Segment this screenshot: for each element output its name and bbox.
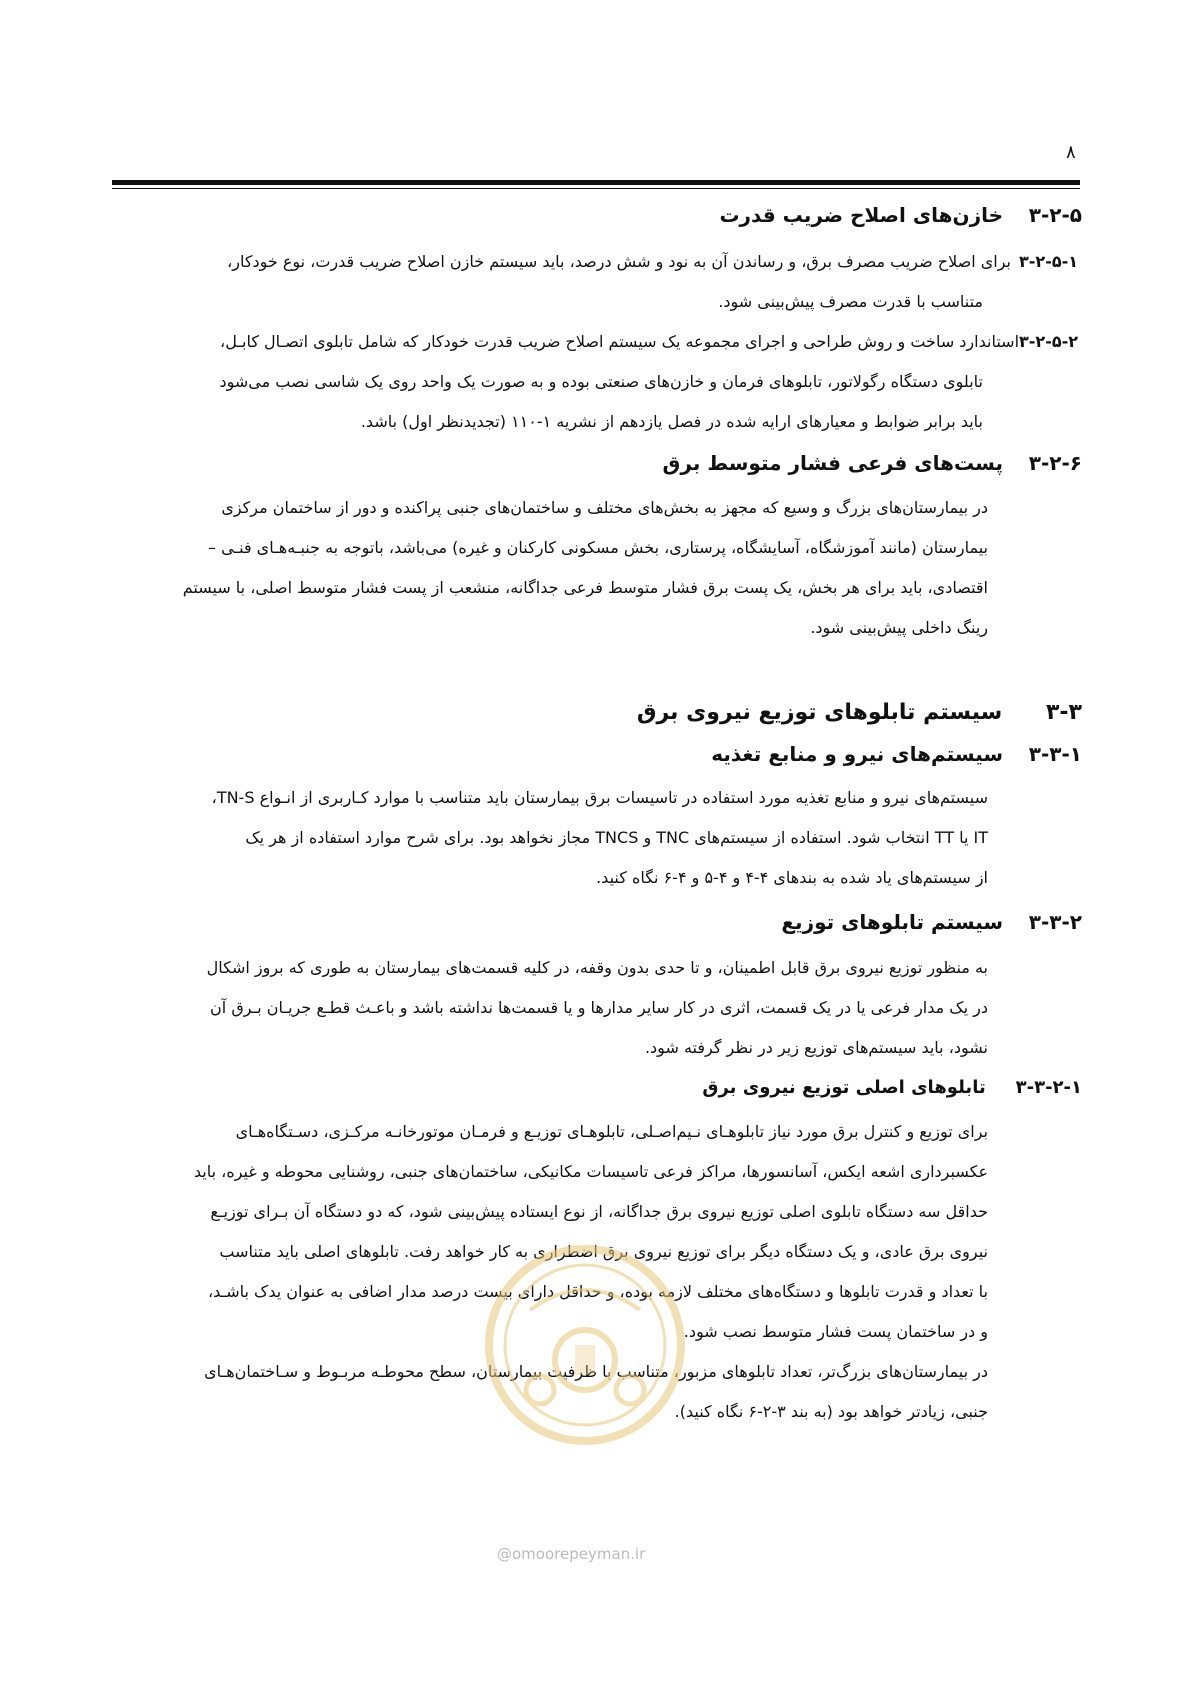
section-heading-3-3-2-1 bbox=[702, 1077, 1082, 1098]
section-number: ۳-۳ bbox=[1046, 700, 1082, 725]
page-number: ۸ bbox=[1066, 142, 1076, 163]
section-number: ۳-۳-۲ bbox=[1028, 910, 1082, 934]
section-number: ۳-۲-۶ bbox=[1028, 451, 1082, 475]
paragraph-line: و در ساختمان پست فشار متوسط نصب شود. bbox=[683, 1322, 988, 1341]
section-title: تابلوهای اصلی توزیع نیروی برق bbox=[702, 1077, 986, 1098]
section-heading-3-3 bbox=[637, 700, 1082, 725]
paragraph-line: رینگ داخلی پیش‌بینی شود. bbox=[810, 618, 988, 637]
section-heading-3-2-5 bbox=[719, 203, 1082, 227]
paragraph-3-2-5-1 bbox=[112, 242, 1078, 322]
paragraph-line: باید برابر ضوابط و معیارهای ارایه شده در فصل یازدهم از نشریه ۱-۱۱۰ (تجدیدنظر اول) باشد. bbox=[360, 412, 983, 431]
paragraph-line: با تعداد و قدرت تابلوها و دستگاه‌های مختلف لازمه بوده، و حداقل دارای بیست درصد مدار اضافی به عنوان یدک باشـد، bbox=[207, 1282, 988, 1301]
paragraph-line: عکسبرداری اشعه ایکس، آسانسورها، مراکز فرعی تاسیسات مکانیکی، ساختمان‌های جنبی، روشنایی محوطه و غیره، باید bbox=[193, 1162, 988, 1181]
section-title: سیستم تابلوهای توزیع نیروی برق bbox=[636, 700, 1003, 725]
paragraph-line: تابلوی دستگاه رگولاتور، تابلوهای فرمان و خازن‌های صنعتی بوده و به صورت یک واحد روی یک شاسی نصب می‌شود bbox=[219, 372, 983, 391]
paragraph-line: اقتصادی، باید برای هر بخش، یک پست برق فشار متوسط فرعی جداگانه، منشعب از پست فشار متوسط اصلی، با سیستم bbox=[182, 578, 988, 597]
section-number: ۳-۳-۲-۱ bbox=[1015, 1077, 1082, 1098]
section-number: ۳-۲-۵ bbox=[1028, 203, 1082, 227]
section-title: پست‌های فرعی فشار متوسط برق bbox=[662, 451, 1004, 475]
section-heading-3-3-2 bbox=[781, 910, 1082, 934]
paragraph-line: IT یا TT انتخاب شود. استفاده از سیستم‌های TNC و TNCS مجاز نخواهد بود. برای شرح موارد استفاده از هر یک bbox=[245, 828, 988, 847]
paragraph-line: در بیمارستان‌های بزرگ و وسیع که مجهز به بخش‌های مختلف و ساختمان‌های جنبی پراکنده و دور از ساختمان مرکزی bbox=[221, 498, 988, 517]
section-title: سیستم‌های نیرو و منابع تغذیه bbox=[711, 742, 1004, 766]
paragraph-line: در یک مدار فرعی یا در یک قسمت، اثری در کار سایر مدارها و یا قسمت‌ها نداشته باشد و باعـث قطـع جریـان بـرق آن bbox=[210, 998, 988, 1017]
header-rule-thick bbox=[112, 180, 1080, 185]
paragraph-line: جنبی، زیادتر خواهد بود (به بند ۳-۲-۶ نگاه کنید). bbox=[674, 1402, 988, 1421]
watermark-text: @omoorepeyman.ir bbox=[497, 1545, 646, 1563]
paragraph-3-2-5-2 bbox=[112, 322, 1078, 442]
watermark-seal-icon bbox=[480, 1240, 690, 1450]
paragraph-line: بیمارستان (مانند آموزشگاه، آسایشگاه، پرستاری، بخش مسکونی کارکنان و غیره) می‌باشد، باتوجه به جنبـه‌هـای فنـی – bbox=[208, 538, 988, 557]
clause-number: ۳-۲-۵-۲ bbox=[1019, 332, 1078, 351]
paragraph-3-3-1 bbox=[112, 778, 1078, 898]
section-title: سیستم تابلوهای توزیع bbox=[781, 910, 1004, 934]
section-number: ۳-۳-۱ bbox=[1028, 742, 1082, 766]
paragraph-line: نیروی برق عادی، و یک دستگاه دیگر برای توزیع نیروی برق اضطراری به کار خواهد رفت. تابلوهای اصلی باید متناسب bbox=[219, 1242, 988, 1261]
paragraph-line: به منظور توزیع نیروی برق قابل اطمینان، و تا حدی بدون وقفه، در کلیه قسمت‌های بیمارستان به طوری که بروز اشکال bbox=[206, 958, 988, 977]
section-heading-3-2-6 bbox=[663, 451, 1082, 475]
paragraph-line: متناسب با قدرت مصرف پیش‌بینی شود. bbox=[718, 292, 983, 311]
paragraph-3-3-2 bbox=[112, 948, 1078, 1068]
section-heading-3-3-1 bbox=[711, 742, 1082, 766]
paragraph-line: ۳-۲-۵-۲استاندارد ساخت و روش طراحی و اجرای مجموعه یک سیستم اصلاح ضریب قدرت خودکار که شامل تابلوی اتصـال کابـل، bbox=[220, 332, 1078, 351]
paragraph-line: ۳-۲-۵-۱برای اصلاح ضریب مصرف برق، و رساندن آن به نود و شش درصد، باید سیستم خازن اصلاح ضریب قدرت، نوع خودکار، bbox=[227, 252, 1078, 271]
paragraph-line: برای توزیع و کنترل برق مورد نیاز تابلوهـای نـیم‌اصـلی، تابلوهـای توزیـع و فرمـان موتورخانـه مرکـزی، دسـتگاه‌هـای bbox=[235, 1122, 988, 1141]
paragraph-line: حداقل سه دستگاه تابلوی اصلی توزیع نیروی برق جداگانه، از نوع ایستاده پیش‌بینی شود، که دو دستگاه آن بـرای توزیـع bbox=[210, 1202, 988, 1221]
paragraph-line: سیستم‌های نیرو و منابع تغذیه مورد استفاده در تاسیسات برق بیمارستان باید متناسب با موارد کـاربری از انـواع TN-S، bbox=[211, 788, 988, 807]
clause-number: ۳-۲-۵-۱ bbox=[1019, 252, 1078, 271]
header-rule-thin bbox=[112, 188, 1080, 189]
paragraph-line: نشود، باید سیستم‌های توزیع زیر در نظر گرفته شود. bbox=[644, 1038, 988, 1057]
section-title: خازن‌های اصلاح ضریب قدرت bbox=[719, 203, 1004, 227]
paragraph-3-2-6 bbox=[112, 488, 1078, 648]
paragraph-line: در بیمارستان‌های بزرگ‌تر، تعداد تابلوهای مزبور، متناسب با ظرفیت بیمارستان، سطح محوطـه مربـوط و سـاختمان‌هـای bbox=[204, 1362, 988, 1381]
paragraph-line: از سیستم‌های یاد شده به بندهای ۴-۴ و ۴-۵ و ۴-۶ نگاه کنید. bbox=[596, 868, 988, 887]
